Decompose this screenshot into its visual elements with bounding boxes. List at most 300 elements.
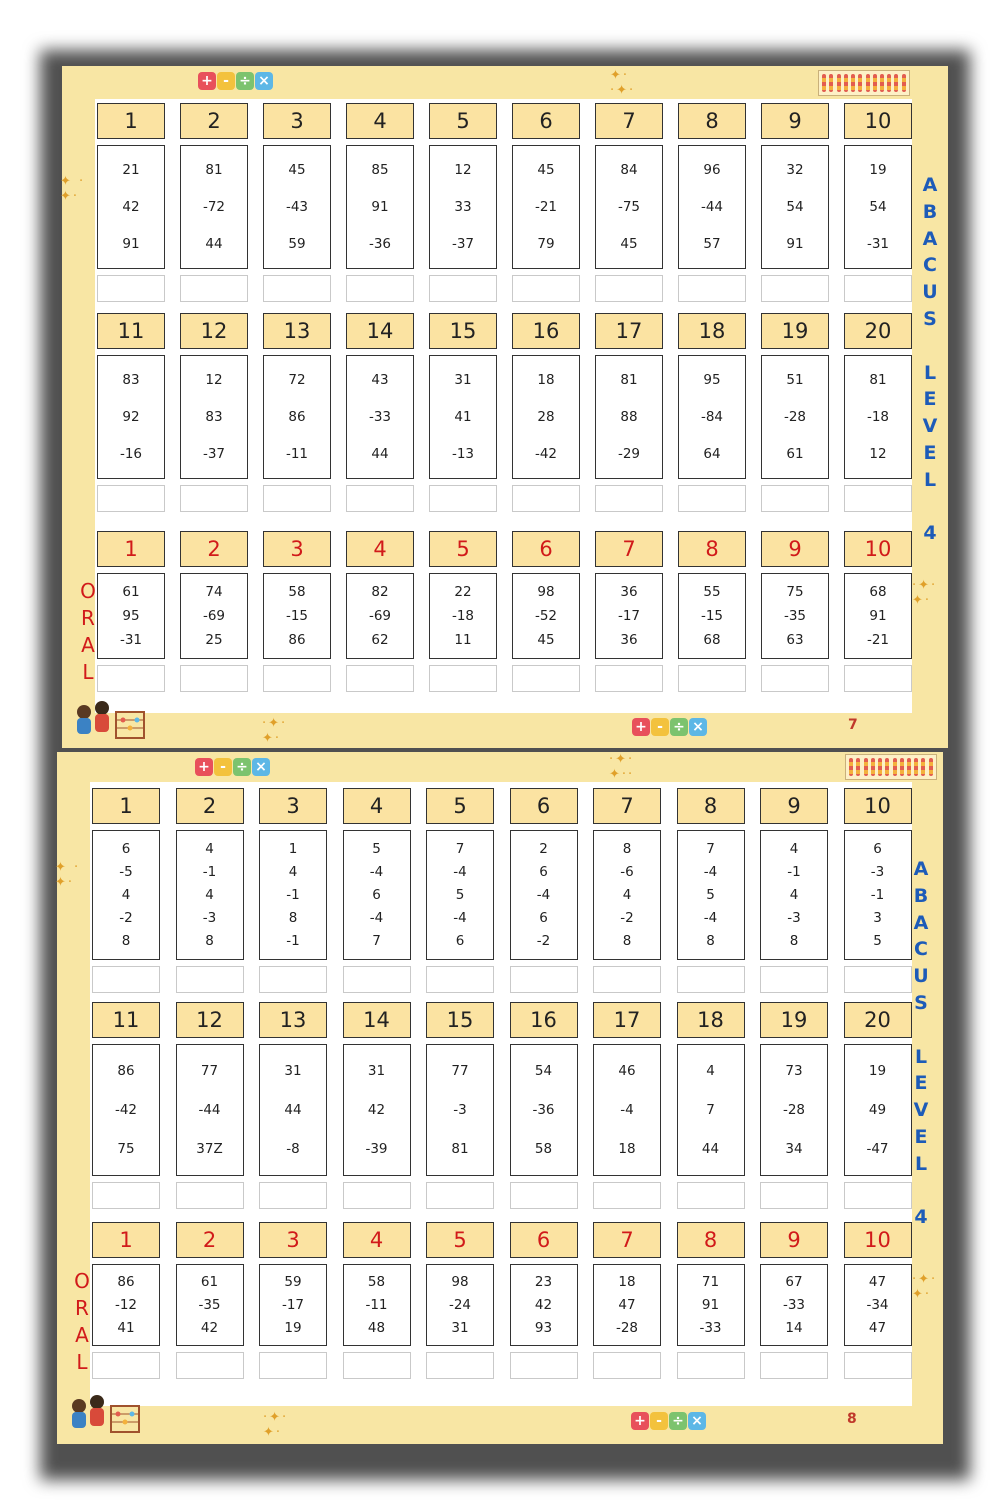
problem-number: 13 <box>259 1002 327 1038</box>
problem-value: 86 <box>288 632 306 648</box>
problem-value: 64 <box>703 445 721 462</box>
problem-value: 92 <box>122 408 140 425</box>
problem-value: 86 <box>117 1062 135 1079</box>
problem-value: -44 <box>198 1101 221 1118</box>
problem-number: 1 <box>97 531 165 567</box>
problem-value: 54 <box>786 198 804 215</box>
problem-number: 16 <box>512 313 580 349</box>
answer-box[interactable] <box>343 1182 411 1209</box>
answer-box[interactable] <box>263 275 331 302</box>
problem-number: 7 <box>595 103 663 139</box>
side-letter: E <box>923 388 937 411</box>
answer-box[interactable] <box>760 1182 828 1209</box>
problem-values <box>263 145 331 269</box>
problem-value: 59 <box>284 1274 302 1291</box>
problem-value: -31 <box>119 632 143 648</box>
answer-box[interactable] <box>510 966 578 993</box>
operator-symbol-icon: × <box>689 718 707 736</box>
operator-symbol-icon: ÷ <box>233 758 251 776</box>
operator-symbol-icon: + <box>631 1412 649 1430</box>
problem-value: -2 <box>119 910 133 927</box>
problem-number: 9 <box>761 103 829 139</box>
problem-values <box>760 1044 828 1176</box>
problem-value: 6 <box>539 863 548 880</box>
problem-number: 20 <box>844 1002 912 1038</box>
abacus-rod <box>907 758 911 776</box>
problem-value: -1 <box>787 863 801 880</box>
problem-number: 5 <box>429 531 497 567</box>
problem-value: 61 <box>200 1274 219 1291</box>
problem-number: 1 <box>97 103 165 139</box>
problem-number: 8 <box>677 1222 745 1258</box>
answer-box[interactable] <box>426 966 494 993</box>
problem-value: 61 <box>786 445 804 462</box>
problem-value: 42 <box>122 198 140 215</box>
problem-value: 91 <box>786 235 804 252</box>
answer-box[interactable] <box>176 1182 244 1209</box>
problem-number: 12 <box>180 313 248 349</box>
abacus-rod <box>929 758 933 776</box>
abacus-rod <box>829 74 833 92</box>
abacus-rod <box>893 758 897 776</box>
problem-value: -6 <box>620 863 634 880</box>
problem-value: -21 <box>866 632 890 648</box>
answer-box[interactable] <box>512 485 580 512</box>
problem-value: -72 <box>202 198 226 215</box>
abacus-rod <box>878 758 882 776</box>
problem-value: 8 <box>622 933 632 950</box>
answer-box[interactable] <box>760 1352 828 1379</box>
problem-values <box>677 1264 745 1346</box>
problem-value: 95 <box>122 608 140 624</box>
problem-values <box>595 145 663 269</box>
problem-values <box>92 1044 160 1176</box>
answer-box[interactable] <box>97 665 165 692</box>
operator-symbol-icon: - <box>217 72 235 90</box>
problem-value: 58 <box>288 584 306 600</box>
problem-values <box>176 830 244 960</box>
problem-value: -11 <box>365 1296 388 1313</box>
problem-value: 4 <box>205 886 214 903</box>
problem-value: -69 <box>202 608 226 624</box>
problem-value: -37 <box>451 235 475 252</box>
answer-box[interactable] <box>259 1182 327 1209</box>
problem-number: 5 <box>426 1222 494 1258</box>
problem-value: 19 <box>869 162 887 179</box>
problem-value: 23 <box>534 1274 553 1291</box>
problem-value: 21 <box>122 162 140 179</box>
operator-symbol-icon: - <box>650 1412 668 1430</box>
abacus-rod <box>885 758 889 776</box>
answer-box[interactable] <box>426 1352 494 1379</box>
problem-value: -29 <box>617 445 641 462</box>
problem-value: -31 <box>866 235 890 252</box>
abacus-rod <box>894 74 898 92</box>
answer-box[interactable] <box>426 1182 494 1209</box>
problem-number: 3 <box>259 788 327 824</box>
problem-values <box>678 145 746 269</box>
answer-box[interactable] <box>677 1352 745 1379</box>
side-letter: C <box>914 938 928 961</box>
operator-symbol-icon: ÷ <box>236 72 254 90</box>
problem-values <box>343 1264 411 1346</box>
problem-number: 8 <box>678 103 746 139</box>
side-letter <box>918 494 942 521</box>
problem-number: 12 <box>176 1002 244 1038</box>
problem-number: 6 <box>512 103 580 139</box>
problem-value: 18 <box>618 1141 636 1158</box>
problem-values <box>510 1264 578 1346</box>
problem-value: 63 <box>786 632 804 648</box>
problem-number: 4 <box>346 103 414 139</box>
problem-value: -15 <box>700 608 724 624</box>
problem-value: 59 <box>288 235 306 252</box>
problem-values <box>512 355 580 479</box>
problem-value: -4 <box>703 863 718 880</box>
problem-value: -12 <box>114 1296 138 1313</box>
answer-box[interactable] <box>263 485 331 512</box>
problem-values <box>429 355 497 479</box>
problem-value: 74 <box>205 584 223 600</box>
side-letter: E <box>914 1125 928 1148</box>
problem-value: -39 <box>365 1141 388 1158</box>
abacus-rod <box>864 758 868 776</box>
answer-box[interactable] <box>844 1182 912 1209</box>
abacus-rod <box>873 74 877 92</box>
problem-value: 47 <box>618 1296 636 1313</box>
answer-box[interactable] <box>429 665 497 692</box>
problem-number: 13 <box>263 313 331 349</box>
answer-box[interactable] <box>678 275 746 302</box>
problem-value: 4 <box>706 1062 715 1079</box>
answer-box[interactable] <box>593 1182 661 1209</box>
problem-values <box>180 573 248 659</box>
problem-number: 4 <box>343 1222 411 1258</box>
problem-value: 4 <box>121 886 131 903</box>
problem-values <box>346 145 414 269</box>
problem-value: 88 <box>620 408 638 425</box>
problem-value: -42 <box>534 445 558 462</box>
problem-value: 8 <box>205 933 214 950</box>
problem-value: -28 <box>782 1101 806 1118</box>
problem-number: 8 <box>677 788 745 824</box>
kids-abacus-icon <box>63 1392 143 1436</box>
problem-value: -3 <box>202 910 217 927</box>
problem-value: -21 <box>534 198 558 215</box>
answer-box[interactable] <box>677 966 745 993</box>
side-letter: V <box>913 1099 929 1122</box>
problem-values <box>678 355 746 479</box>
page-number: 8 <box>847 1411 857 1427</box>
problem-number: 4 <box>346 531 414 567</box>
abacus-rod <box>837 74 841 92</box>
problem-number: 7 <box>595 531 663 567</box>
answer-box[interactable] <box>760 966 828 993</box>
problem-value: -44 <box>700 198 724 215</box>
answer-box[interactable] <box>678 665 746 692</box>
abacus-rod <box>844 74 848 92</box>
problem-value: 81 <box>620 372 638 389</box>
oral-letter: R <box>75 1296 89 1320</box>
problem-number: 2 <box>176 788 244 824</box>
abacus-icon <box>845 754 937 780</box>
problem-value: 34 <box>785 1141 803 1158</box>
problem-values <box>97 355 165 479</box>
problem-value: 42 <box>200 1319 219 1336</box>
answer-box[interactable] <box>595 275 663 302</box>
answer-box[interactable] <box>97 485 165 512</box>
problem-value: 31 <box>284 1062 302 1079</box>
problem-value: 77 <box>200 1062 219 1079</box>
answer-box[interactable] <box>677 1182 745 1209</box>
problem-values <box>429 573 497 659</box>
answer-box[interactable] <box>844 485 912 512</box>
problem-value: 42 <box>367 1101 386 1118</box>
problem-number: 4 <box>343 788 411 824</box>
problem-value: -4 <box>453 910 467 927</box>
problem-value: 4 <box>789 886 799 903</box>
side-letter: L <box>923 361 937 384</box>
problem-number: 5 <box>426 788 494 824</box>
side-letter: S <box>923 307 937 330</box>
problem-value: -43 <box>285 198 309 215</box>
problem-value: 31 <box>454 372 472 389</box>
problem-values <box>343 830 411 960</box>
problem-value: 11 <box>454 632 472 648</box>
problem-value: -1 <box>286 933 300 950</box>
problem-value: 8 <box>706 933 715 950</box>
problem-values <box>844 355 912 479</box>
problem-value: 98 <box>537 584 555 600</box>
abacus-rod <box>822 74 826 92</box>
abacus-rod <box>900 758 904 776</box>
problem-value: -4 <box>620 1101 634 1118</box>
stars-icon: ·✦· ✦· <box>912 1272 938 1302</box>
problem-value: 5 <box>372 840 381 857</box>
answer-box[interactable] <box>259 1352 327 1379</box>
problem-values <box>844 830 912 960</box>
answer-box[interactable] <box>512 665 580 692</box>
answer-box[interactable] <box>510 1352 578 1379</box>
problem-number: 2 <box>180 103 248 139</box>
problem-values <box>760 830 828 960</box>
problem-values <box>92 1264 160 1346</box>
problem-value: 43 <box>371 372 389 389</box>
answer-box[interactable] <box>761 275 829 302</box>
problem-value: -33 <box>368 408 392 425</box>
problem-values <box>593 1264 661 1346</box>
side-letter: A <box>922 174 938 196</box>
problem-values <box>677 830 745 960</box>
problem-values <box>429 145 497 269</box>
problem-value: 86 <box>288 408 306 425</box>
problem-number: 3 <box>263 531 331 567</box>
answer-box[interactable] <box>761 485 829 512</box>
side-letter: B <box>913 884 929 907</box>
side-letter: S <box>914 991 928 1014</box>
problem-values <box>512 145 580 269</box>
operator-icons <box>195 758 270 776</box>
stars-icon: ✦· ·✦· <box>610 68 636 98</box>
problem-value: 44 <box>205 235 223 252</box>
problem-values <box>426 830 494 960</box>
problem-number: 2 <box>180 531 248 567</box>
answer-box[interactable] <box>593 966 661 993</box>
answer-box[interactable] <box>595 485 663 512</box>
problem-values <box>176 1264 244 1346</box>
answer-box[interactable] <box>429 485 497 512</box>
problem-values <box>761 573 829 659</box>
problem-value: 5 <box>455 886 465 903</box>
problem-value: 4 <box>205 840 214 857</box>
answer-box[interactable] <box>343 966 411 993</box>
problem-value: -28 <box>783 408 807 425</box>
answer-box[interactable] <box>346 485 414 512</box>
problem-value: 42 <box>534 1296 553 1313</box>
answer-box[interactable] <box>429 275 497 302</box>
problem-values <box>346 355 414 479</box>
problem-values <box>678 573 746 659</box>
problem-value: 5 <box>873 933 882 950</box>
abacus-rod <box>887 74 891 92</box>
answer-box[interactable] <box>844 1352 912 1379</box>
problem-value: 45 <box>537 632 555 648</box>
problem-value: -5 <box>119 863 133 880</box>
problem-value: 84 <box>620 162 638 179</box>
problem-value: 18 <box>618 1274 636 1291</box>
problem-values <box>510 830 578 960</box>
problem-values <box>176 1044 244 1176</box>
answer-box[interactable] <box>346 275 414 302</box>
problem-value: 31 <box>367 1062 386 1079</box>
problem-values <box>844 145 912 269</box>
problem-value: 1 <box>288 840 298 857</box>
problem-number: 7 <box>593 1222 661 1258</box>
problem-value: -1 <box>202 863 217 880</box>
side-letter <box>909 1017 933 1044</box>
answer-box[interactable] <box>678 485 746 512</box>
problem-number: 1 <box>92 788 160 824</box>
stars-icon: ✦ · ✦· <box>60 174 86 204</box>
problem-value: 51 <box>786 372 804 389</box>
problem-value: -13 <box>451 445 475 462</box>
side-letter: 4 <box>914 1206 928 1229</box>
problem-number: 20 <box>844 313 912 349</box>
abacus-rod <box>921 758 925 776</box>
problem-value: 57 <box>703 235 721 252</box>
problem-values <box>263 573 331 659</box>
abacus-rod <box>914 758 918 776</box>
abacus-rod <box>858 74 862 92</box>
problem-values <box>180 145 248 269</box>
answer-box[interactable] <box>176 1352 244 1379</box>
operator-symbol-icon: - <box>651 718 669 736</box>
problem-value: -8 <box>286 1141 300 1158</box>
problem-value: 36 <box>620 584 638 600</box>
answer-box[interactable] <box>180 665 248 692</box>
oral-letter: O <box>74 1269 90 1293</box>
answer-box[interactable] <box>761 665 829 692</box>
side-letter: A <box>913 911 929 934</box>
answer-box[interactable] <box>92 1352 160 1379</box>
answer-box[interactable] <box>180 485 248 512</box>
answer-box[interactable] <box>180 275 248 302</box>
answer-box[interactable] <box>92 966 160 993</box>
problem-value: 68 <box>703 632 721 648</box>
side-letter: U <box>913 965 929 988</box>
problem-values <box>92 830 160 960</box>
problem-value: 33 <box>454 198 472 215</box>
problem-value: 77 <box>451 1062 469 1079</box>
problem-value: 4 <box>288 863 298 880</box>
problem-values <box>593 1044 661 1176</box>
problem-value: -1 <box>870 886 885 903</box>
answer-box[interactable] <box>512 275 580 302</box>
problem-values <box>595 573 663 659</box>
answer-box[interactable] <box>259 966 327 993</box>
problem-value: -18 <box>451 608 475 624</box>
problem-number: 14 <box>346 313 414 349</box>
answer-box[interactable] <box>343 1352 411 1379</box>
problem-value: 6 <box>873 840 882 857</box>
problem-value: 3 <box>873 910 882 927</box>
problem-value: -47 <box>866 1141 889 1158</box>
problem-value: 72 <box>288 372 306 389</box>
problem-value: 49 <box>868 1101 887 1118</box>
problem-value: 18 <box>537 372 555 389</box>
answer-box[interactable] <box>346 665 414 692</box>
problem-value: 19 <box>868 1062 887 1079</box>
problem-number: 9 <box>760 788 828 824</box>
answer-box[interactable] <box>595 665 663 692</box>
problem-number: 7 <box>593 788 661 824</box>
answer-box[interactable] <box>844 966 912 993</box>
problem-values <box>510 1044 578 1176</box>
problem-values <box>844 573 912 659</box>
side-letter: A <box>913 858 929 880</box>
abacus-rod <box>849 758 853 776</box>
problem-value: -4 <box>453 863 467 880</box>
problem-value: 44 <box>371 445 389 462</box>
problem-value: 48 <box>367 1319 386 1336</box>
answer-box[interactable] <box>176 966 244 993</box>
problem-value: 2 <box>539 840 548 857</box>
problem-value: 12 <box>205 372 223 389</box>
answer-box[interactable] <box>263 665 331 692</box>
problem-number: 11 <box>97 313 165 349</box>
problem-value: 12 <box>454 162 472 179</box>
problem-value: 58 <box>534 1141 553 1158</box>
answer-box[interactable] <box>844 275 912 302</box>
problem-value: 4 <box>789 840 799 857</box>
problem-number: 18 <box>678 313 746 349</box>
problem-value: 31 <box>451 1319 469 1336</box>
problem-value: 83 <box>205 408 223 425</box>
answer-box[interactable] <box>510 1182 578 1209</box>
answer-box[interactable] <box>593 1352 661 1379</box>
problem-value: 45 <box>288 162 306 179</box>
problem-value: 4 <box>622 886 632 903</box>
answer-box[interactable] <box>844 665 912 692</box>
worksheet-grid <box>95 99 912 713</box>
problem-value: 28 <box>537 408 555 425</box>
problem-number: 6 <box>510 1222 578 1258</box>
answer-box[interactable] <box>97 275 165 302</box>
problem-value: 58 <box>367 1274 386 1291</box>
problem-value: 36 <box>620 632 638 648</box>
answer-box[interactable] <box>92 1182 160 1209</box>
problem-values <box>512 573 580 659</box>
